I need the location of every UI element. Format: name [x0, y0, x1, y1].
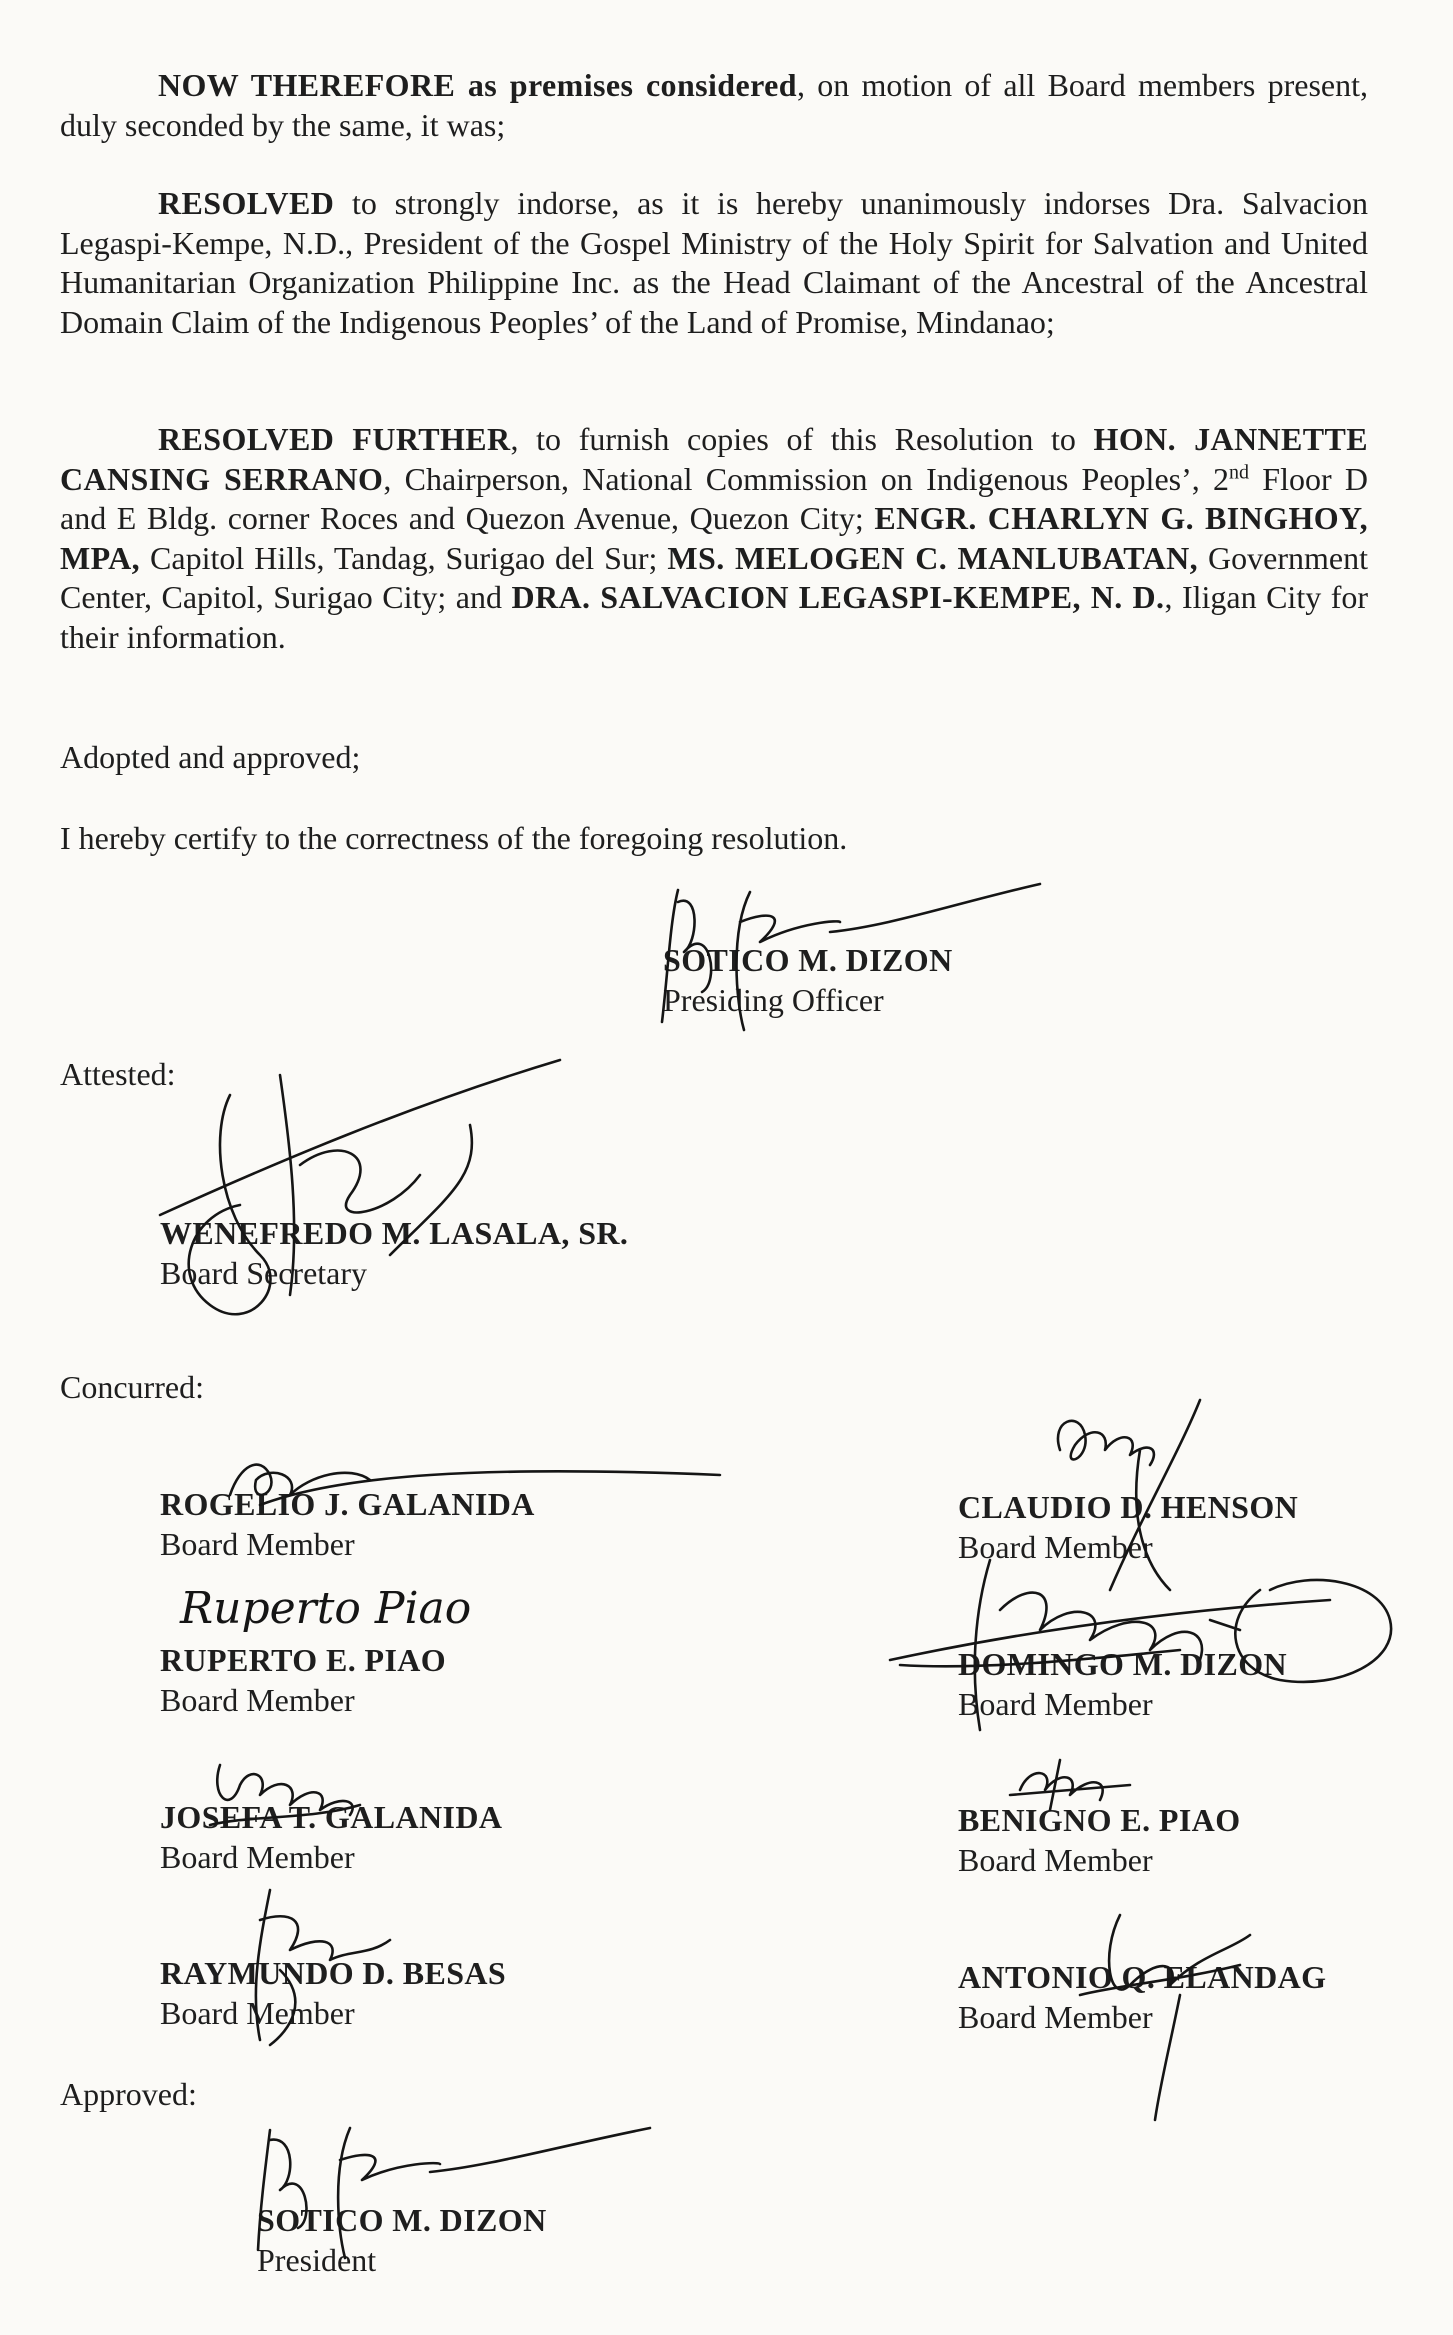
board-member-name: CLAUDIO D. HENSON — [958, 1489, 1299, 1525]
lead-now-therefore: NOW THEREFORE as premises considered — [158, 67, 797, 103]
board-member-block — [958, 1957, 1326, 2037]
handwritten-ruperto-piao: Ruperto Piao — [180, 1583, 472, 1634]
board-member-title: Board Member — [958, 1999, 1153, 2035]
board-member-block — [160, 1484, 535, 1564]
board-member-title: Board Member — [958, 1529, 1153, 1565]
board-secretary-title: Board Secretary — [160, 1255, 368, 1291]
signature-board-secretary — [150, 1055, 570, 1355]
paragraph-text: , on motion of all Board members present, duly seconded by the same, it was; — [60, 67, 1369, 143]
concurred-label: Concurred: — [60, 1369, 204, 1405]
lead-resolved-further: RESOLVED FURTHER — [158, 421, 511, 457]
board-member-name: JOSEFA T. GALANIDA — [160, 1799, 503, 1835]
president-name: SOTICO M. DIZON — [257, 2202, 547, 2238]
board-member-name: ANTONIO Q. ELANDAG — [958, 1959, 1327, 1995]
paragraph-text: Capitol Hills, Tandag, Surigao del Sur; — [140, 539, 668, 576]
superscript: nd — [1229, 460, 1250, 483]
president-title: President — [257, 2242, 377, 2278]
paragraph-text: Government Center, Capitol, Surigao City; and — [60, 539, 1369, 615]
presiding-officer-name: SOTICO M. DIZON — [663, 942, 953, 978]
board-member-block — [958, 1800, 1240, 1880]
approved-label: Approved: — [60, 2076, 197, 2112]
paragraph-text: , to furnish copies of this Resolution to — [510, 421, 1094, 457]
adopted-line: Adopted and approved; — [60, 739, 361, 775]
board-member-name: BENIGNO E. PIAO — [958, 1802, 1241, 1838]
attested-label: Attested: — [60, 1056, 176, 1092]
board-member-block — [160, 1797, 502, 1877]
board-member-block — [958, 1644, 1287, 1724]
paragraph-text: , Iligan City for their information. — [60, 579, 1369, 655]
recipient-name: DRA. SALVACION LEGASPI-KEMPE, N. D. — [511, 579, 1165, 615]
board-member-block — [160, 1640, 446, 1720]
board-member-name: ROGELIO J. GALANIDA — [160, 1486, 535, 1522]
board-member-title: Board Member — [160, 1682, 355, 1718]
board-secretary-block — [160, 1213, 628, 1293]
presiding-officer-block — [663, 940, 953, 1020]
paragraph-resolved-further — [60, 420, 1368, 657]
recipient-name: MS. MELOGEN C. MANLUBATAN, — [667, 539, 1199, 576]
board-member-title: Board Member — [958, 1686, 1153, 1722]
paragraph-now-therefore — [60, 66, 1368, 145]
recipient-name: ENGR. CHARLYN G. BINGHOY, MPA, — [60, 500, 1369, 576]
board-member-block — [958, 1487, 1298, 1567]
board-member-name: DOMINGO M. DIZON — [958, 1646, 1288, 1682]
board-member-title: Board Member — [160, 1526, 355, 1562]
paragraph-resolved — [60, 184, 1368, 342]
presiding-officer-title: Presiding Officer — [663, 982, 884, 1018]
board-member-name: RUPERTO E. PIAO — [160, 1642, 447, 1678]
board-member-title: Board Member — [958, 1842, 1153, 1878]
board-member-title: Board Member — [160, 1839, 355, 1875]
board-secretary-name: WENEFREDO M. LASALA, SR. — [160, 1215, 629, 1251]
paragraph-text: Floor D and E Bldg. corner Roces and Quezon Avenue, Quezon City; — [60, 460, 1369, 536]
certify-line: I hereby certify to the correctness of the foregoing resolution. — [60, 820, 848, 856]
paragraph-text: to strongly indorse, as it is hereby unanimously indorses Dra. Salvacion Legaspi-Kempe, N.D., President of the Gospel Ministry of the Holy Spirit for Salvation and United Humanitarian Organization Philippine Inc. as the Head Claimant of the Ancestral of the Ancestral Domain Claim of the Indigenous Peoples’ of the Land of Promise, Mindanao; — [60, 185, 1368, 340]
board-member-title: Board Member — [160, 1995, 355, 2031]
president-block — [257, 2200, 547, 2280]
recipient-name: HON. JANNETTE CANSING SERRANO — [60, 421, 1369, 497]
paragraph-text: , Chairperson, National Commission on Indigenous Peoples’, 2 — [383, 460, 1230, 497]
lead-resolved: RESOLVED — [158, 185, 335, 221]
board-member-name: RAYMUNDO D. BESAS — [160, 1955, 507, 1991]
board-member-block — [160, 1953, 506, 2033]
